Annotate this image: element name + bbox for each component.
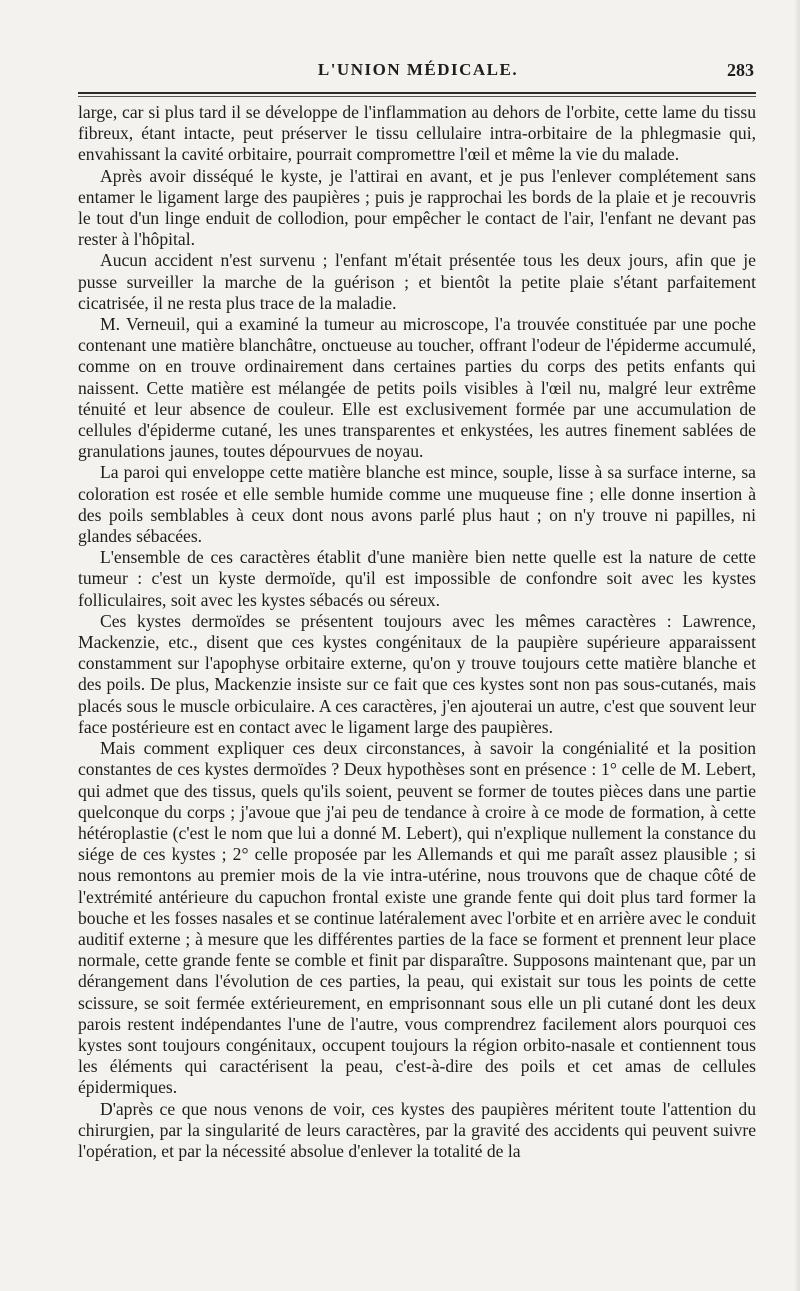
running-title: L'UNION MÉDICALE. — [317, 60, 519, 79]
body-text — [78, 102, 756, 1162]
header-rule-thin — [78, 96, 756, 97]
paragraph: La paroi qui enveloppe cette matière blanche est mince, souple, lisse à sa surface interne, sa coloration est rosée et elle semble humide comme une muqueuse fine ; elle donne insertion à des poils semblables à ceux dont nous avons parlé plus haut ; on n'y trouve ni papilles, ni glandes sébacées. — [78, 462, 756, 547]
page-edge-shadow — [794, 0, 800, 1291]
page-header — [78, 60, 758, 84]
page-number: 283 — [727, 60, 754, 80]
paragraph: M. Verneuil, qui a examiné la tumeur au microscope, l'a trouvée constituée par une poche contenant une matière blanchâtre, onctueuse au toucher, offrant l'odeur de l'épiderme accumulé, comme on en trouve ordinairement dans certaines parties du corps des petits enfants qui naissent. Cette matière est mélangée de petits poils visibles à l'œil nu, malgré leur extrême ténuité et leur absence de couleur. Elle est exclusivement formée par une accumulation de cellules d'épiderme cutané, les unes transparentes et enkystées, les autres finement sablées de granulations jaunes, toutes dépourvues de noyau. — [78, 314, 756, 462]
paragraph: D'après ce que nous venons de voir, ces kystes des paupières méritent toute l'attention du chirurgien, par la singularité de leurs caractères, par la gravité des accidents qui peuvent suivre l'opération, et par la nécessité absolue d'enlever la totalité de la — [78, 1098, 756, 1161]
paragraph: Après avoir disséqué le kyste, je l'attirai en avant, et je pus l'enlever complétement sans entamer le ligament large des paupières ; puis je rapprochai les bords de la plaie et je recouvris le tout d'un linge enduit de collodion, pour empêcher le contact de l'air, l'enfant ne devant pas rester à l'hôpital. — [78, 165, 756, 250]
paragraph: Aucun accident n'est survenu ; l'enfant m'était présentée tous les deux jours, afin que je pusse surveiller la marche de la guérison ; et bientôt la petite plaie s'étant parfaitement cicatrisée, il ne resta plus trace de la maladie. — [78, 250, 756, 313]
paragraph: large, car si plus tard il se développe de l'inflammation au dehors de l'orbite, cette lame du tissu fibreux, étant intacte, peut préserver le tissu cellulaire intra-orbitaire de la phlegmasie qui, envahissant la cavité orbitaire, pourrait compromettre l'œil et même la vie du malade. — [78, 102, 756, 165]
paragraph: L'ensemble de ces caractères établit d'une manière bien nette quelle est la nature de cette tumeur : c'est un kyste dermoïde, qu'il est impossible de confondre soit avec les kystes folliculaires, soit avec les kystes sébacés ou séreux. — [78, 547, 756, 610]
header-rule — [78, 92, 756, 94]
paragraph: Ces kystes dermoïdes se présentent toujours avec les mêmes caractères : Lawrence, Mackenzie, etc., disent que ces kystes congénitaux de la paupière supérieure apparaissent constamment sur l'apophyse orbitaire externe, qu'on y trouve toujours cette matière blanche et des poils. De plus, Mackenzie insiste sur ce fait que ces kystes sont non pas sous-cutanés, mais placés sous le muscle orbiculaire. A ces caractères, j'en ajouterai un autre, c'est que souvent leur face postérieure est en contact avec le ligament large des paupières. — [78, 610, 756, 737]
paragraph: Mais comment expliquer ces deux circonstances, à savoir la congénialité et la position constantes de ces kystes dermoïdes ? Deux hypothèses sont en présence : 1° celle de M. Lebert, qui admet que des tissus, quels qu'ils soient, peuvent se former de toutes pièces dans une partie quelconque du corps ; j'avoue que j'ai peu de tendance à croire à ce mode de formation, à cette hétéroplastie (c'est le nom que lui a donné M. Lebert), qui n'explique nullement la constance du siége de ces kystes ; 2° celle proposée par les Allemands et qui me paraît assez plausible ; si nous remontons au premier mois de la vie intra-utérine, nous trouvons que de chaque côté de l'extrémité antérieure du capuchon frontal existe une grande fente qui doit plus tard former la bouche et les fosses nasales et se continue latéralement avec l'orbite et en arrière avec le conduit auditif externe ; à mesure que les différentes parties de la face se forment et prennent leur place normale, cette grande fente se comble et finit par disparaître. Supposons maintenant que, par un dérangement dans l'évolution de ces parties, la peau, qui existait sur tous les points de cette scissure, se soit fermée extérieurement, en emprisonnant sous elle un pli cutané dont les deux parois restent indépendantes l'une de l'autre, vous comprendrez facilement alors pourquoi ces kystes sont toujours congénitaux, occupent toujours la région orbito-nasale et contiennent tous les éléments qui caractérisent la peau, c'est-à-dire des poils et cet amas de cellules épidermiques. — [78, 738, 756, 1098]
